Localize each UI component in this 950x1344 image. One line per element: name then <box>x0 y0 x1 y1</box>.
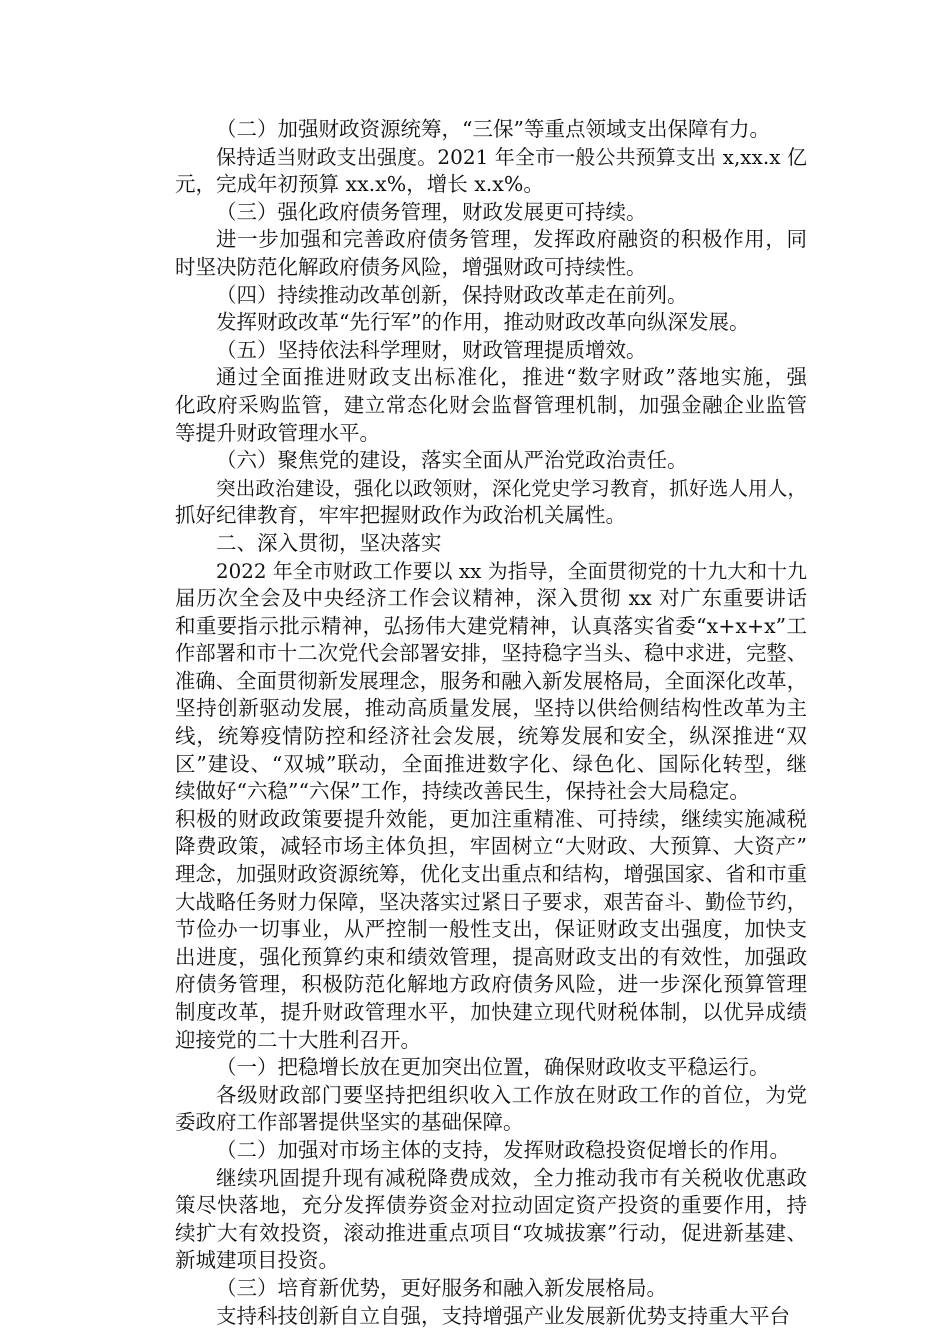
text-line: 节俭办一切事业，从严控制一般性支出，保证财政支出强度，加快支 <box>175 917 807 942</box>
text-line: 抓好纪律教育，牢牢把握财政作为政治机关属性。 <box>175 503 626 528</box>
text-line: 各级财政部门要坚持把组织收入工作放在财政工作的首位，为党 <box>216 1082 807 1107</box>
text-line: 发挥财政改革“先行军”的作用，推动财政改革向纵深发展。 <box>216 310 750 335</box>
text-line: 时坚决防范化解政府债务风险，增强财政可持续性。 <box>175 254 647 279</box>
text-line: 区”建设、“双城”联动，全面推进数字化、绿色化、国际化转型，继 <box>175 751 807 776</box>
text-line: 府债务管理，积极防范化解地方政府债务风险，进一步深化预算管理 <box>175 972 807 997</box>
text-line: 积极的财政政策要提升效能，更加注重精准、可持续，继续实施减税 <box>175 806 807 831</box>
text-line: 理念，加强财政资源统筹，优化支出重点和结构，增强国家、省和市重 <box>175 862 807 887</box>
text-line: 委政府工作部署提供坚实的基础保障。 <box>175 1110 524 1135</box>
text-line: 等提升财政管理水平。 <box>175 420 380 445</box>
text-line: 通过全面推进财政支出标准化，推进“数字财政”落地实施，强 <box>216 365 807 390</box>
text-line: 2022 年全市财政工作要以 xx 为指导，全面贯彻党的十九大和十九 <box>216 559 807 583</box>
text-line: （二）加强财政资源统筹，“三保”等重点领域支出保障有力。 <box>216 117 770 141</box>
text-line: 支持科技创新自立自强，支持增强产业发展新优势支持重大平台 <box>216 1303 790 1328</box>
text-line: （一）把稳增长放在更加突出位置，确保财政收支平稳运行。 <box>216 1055 770 1080</box>
text-line: 策尽快落地，充分发挥债券资金对拉动固定资产投资的重要作用，持 <box>175 1193 807 1218</box>
text-line: （二）加强对市场主体的支持，发挥财政稳投资促增长的作用。 <box>216 1137 790 1162</box>
text-line: 坚持创新驱动发展，推动高质量发展，坚持以供给侧结构性改革为主 <box>175 696 807 721</box>
text-line: 元，完成年初预算 xx.x%，增长 x.x%。 <box>175 172 544 197</box>
text-line: 出进度，强化预算约束和绩效管理，提高财政支出的有效性，加强政 <box>175 944 807 969</box>
text-line: 二、深入贯彻，坚决落实 <box>216 530 442 555</box>
text-line: 突出政治建设，强化以政领财，深化党史学习教育，抓好选人用人， <box>216 476 807 500</box>
text-line: （三）培育新优势，更好服务和融入新发展格局。 <box>216 1275 667 1300</box>
text-line: 进一步加强和完善政府债务管理，发挥政府融资的积极作用，同 <box>216 227 807 252</box>
text-line: 迎接党的二十大胜利召开。 <box>175 1027 421 1052</box>
text-line: 大战略任务财力保障，坚决落实过紧日子要求，艰苦奋斗、勤俭节约， <box>175 889 807 914</box>
text-line: 作部署和市十二次党代会部署安排，坚持稳字当头、稳中求进，完整、 <box>175 641 807 666</box>
text-line: （六）聚焦党的建设，落实全面从严治党政治责任。 <box>216 448 688 473</box>
text-line: 继续巩固提升现有减税降费成效，全力推动我市有关税收优惠政 <box>216 1165 807 1190</box>
text-line: 新城建项目投资。 <box>175 1248 339 1273</box>
text-line: （三）强化政府债务管理，财政发展更可持续。 <box>216 199 647 224</box>
text-line: 线，统筹疫情防控和经济社会发展，统筹发展和安全，纵深推进“双 <box>175 724 807 749</box>
text-line: 制度改革，提升财政管理水平，加快建立现代财税体制，以优异成绩 <box>175 1000 807 1024</box>
text-line: 降费政策，减轻市场主体负担，牢固树立“大财政、大预算、大资产” <box>175 834 807 859</box>
document-body <box>175 116 807 1330</box>
text-line: （五）坚持依法科学理财，财政管理提质增效。 <box>216 337 647 362</box>
text-line: 续扩大有效投资，滚动推进重点项目“攻城拔寨”行动，促进新基建、 <box>175 1220 807 1245</box>
text-line: 续做好“六稳”“六保”工作，持续改善民生，保持社会大局稳定。 <box>175 779 750 804</box>
text-line: 届历次全会及中央经济工作会议精神，深入贯彻 xx 对广东重要讲话 <box>175 586 807 611</box>
text-line: 和重要指示批示精神，弘扬伟大建党精神，认真落实省委“x+x+x”工 <box>175 613 807 638</box>
text-line: （四）持续推动改革创新，保持财政改革走在前列。 <box>216 282 688 307</box>
text-line: 保持适当财政支出强度。2021 年全市一般公共预算支出 x,xx.x 亿 <box>216 144 807 169</box>
text-line: 化政府采购监管，建立常态化财会监督管理机制，加强金融企业监管 <box>175 392 807 417</box>
text-line: 准确、全面贯彻新发展理念，服务和融入新发展格局，全面深化改革， <box>175 668 807 693</box>
